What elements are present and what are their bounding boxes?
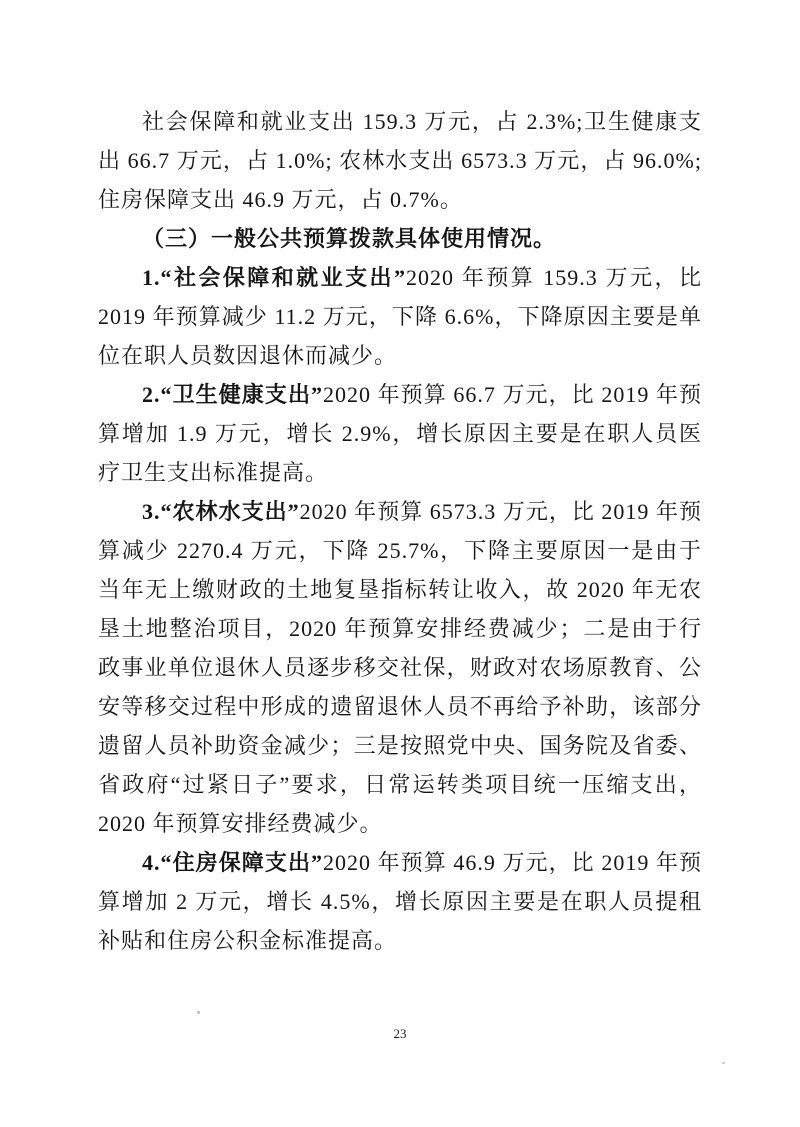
item-1-text: 2020 年预算 159.3 万元，比 2019 年预算减少 11.2 万元，下降 6.6%，下降原因主要是单位在职人员数因退休而减少。 [98,265,702,368]
item-2-text: 2020 年预算 66.7 万元，比 2019 年预算增加 1.9 万元，增长 2.9%，增长原因主要是在职人员医疗卫生支出标准提高。 [98,382,702,485]
item-paragraph-2 [98,375,702,492]
item-1-lead: 1.“社会保障和就业支出” [142,265,406,290]
scan-speck [722,1062,725,1064]
section-heading-text: （三）一般公共预算拨款具体使用情况。 [142,226,557,251]
item-4-text: 2020 年预算 46.9 万元，比 2019 年预算增加 2 万元，增长 4.5%，增长原因主要是在职人员提租补贴和住房公积金标准提高。 [98,850,702,953]
item-paragraph-3 [98,492,702,843]
item-paragraph-4 [98,843,702,960]
intro-text: 社会保障和就业支出 159.3 万元，占 2.3%;卫生健康支出 66.7 万元，占 1.0%; 农林水支出 6573.3 万元，占 96.0%; 住房保障支出 46.9 万元，占 0.7%。 [98,109,702,212]
item-3-text: 2020 年预算 6573.3 万元，比 2019 年预算减少 2270.4 万元，下降 25.7%，下降主要原因一是由于当年无上缴财政的土地复垦指标转让收入，故 2020 年无农垦土地整治项目，2020 年预算安排经费减少；二是由于行政事业单位退休人员逐步移交社保，财政对农场原教育、公安等移交过程中形成的遗留退休人员不再给予补助，该部分遗留人员补助资金减少；三是按照党中央、国务院及省委、省政府“过紧日子”要求，日常运转类项目统一压缩支出，2020 年预算安排经费减少。 [98,499,702,836]
item-paragraph-1 [98,258,702,375]
page-number: 23 [393,1026,407,1041]
item-4-lead: 4.“住房保障支出” [142,850,324,875]
section-heading [98,219,702,258]
item-3-lead: 3.“农林水支出” [142,499,300,524]
scan-speck [197,1011,200,1014]
item-2-lead: 2.“卫生健康支出” [142,382,324,407]
document-body [98,102,702,960]
intro-paragraph [98,102,702,219]
